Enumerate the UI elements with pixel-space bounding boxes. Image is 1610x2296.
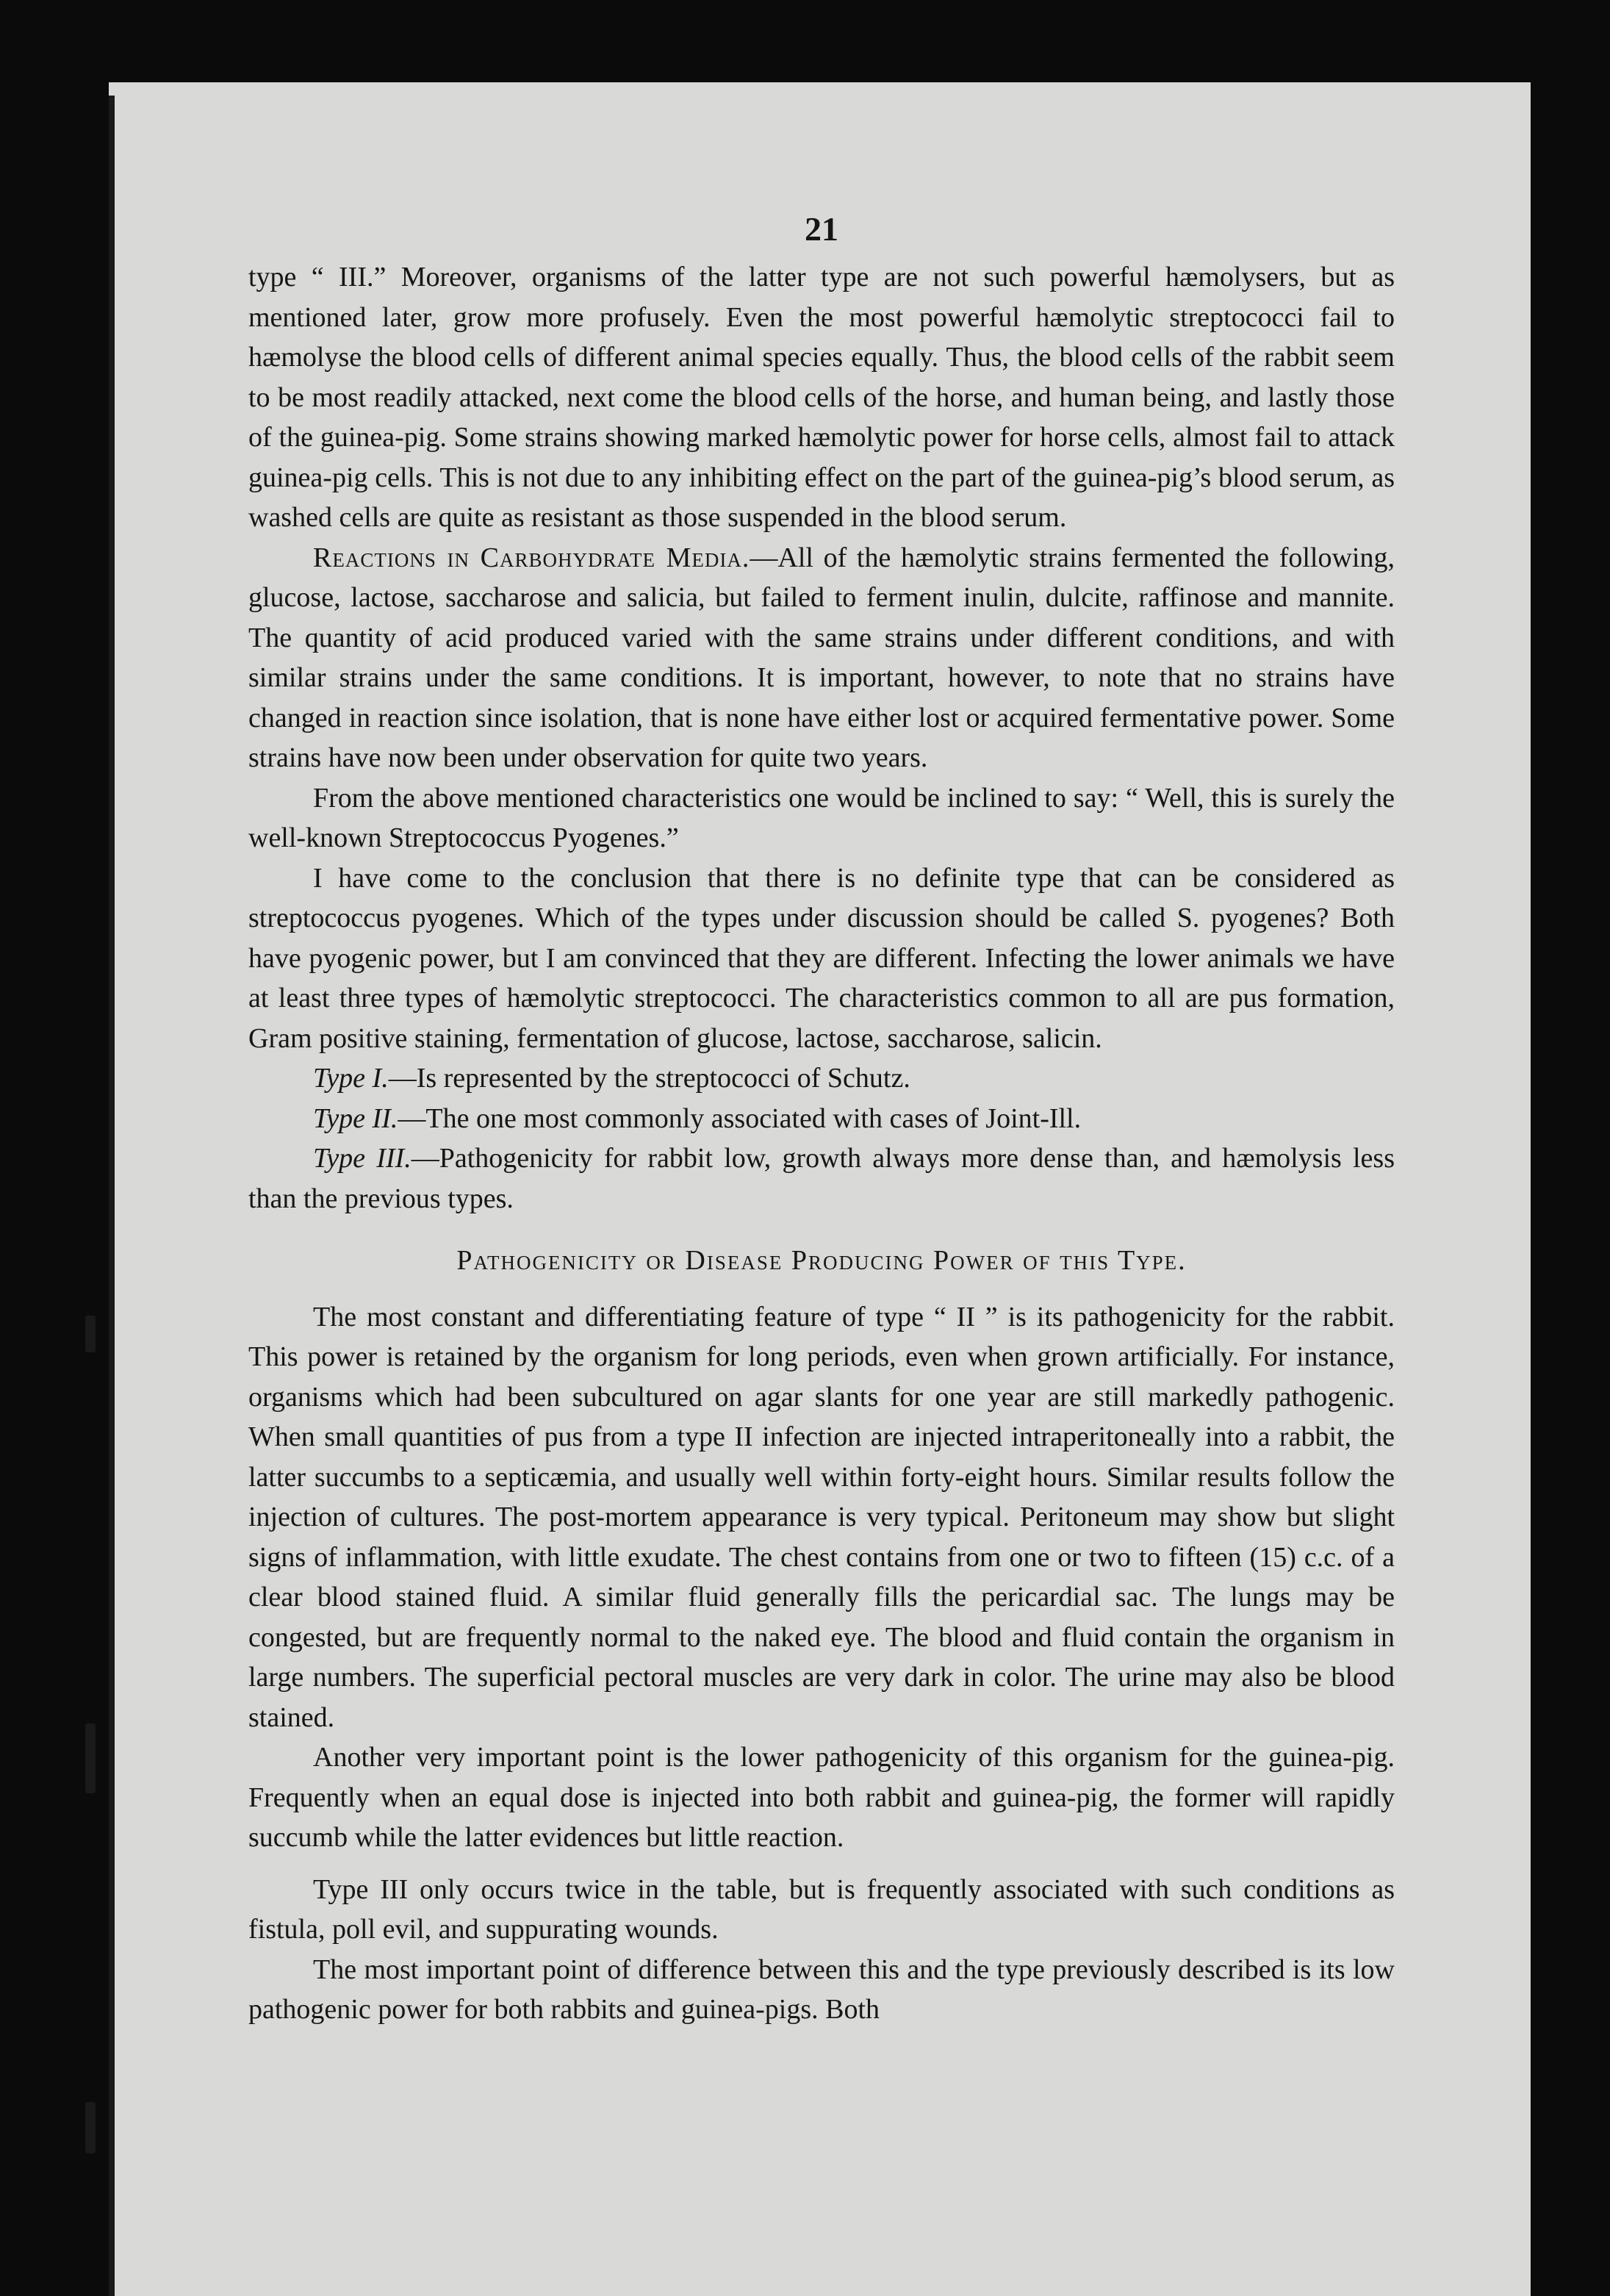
paragraph-carbohydrate-reactions (248, 538, 1395, 778)
paragraph-type-iii-occurrence: Type III only occurs twice in the table, but is frequently associated with such conditions as fistula, poll evil, and suppurating wounds. (248, 1873, 1395, 1945)
paragraph-characteristics: From the above mentioned characteristics one would be inclined to say: “ Well, this is surely the well-known Streptococcus Pyogenes.” (248, 782, 1395, 853)
paragraph-conclusion: I have come to the conclusion that there is no definite type that can be considered as streptococcus pyogenes. Which of the types under discussion should be called S. pyogenes? Both have pyogenic power, but I am convinced that they are different. Infecting the lower animals we have at least three types of hæmolytic streptococci. The characteristics common to all are pus formation, Gram positive staining, fermentation of glucose, lactose, saccharose, salicin. (248, 862, 1395, 1054)
type-description: —Is represented by the streptococci of Schutz. (388, 1063, 910, 1094)
type-description: —The one most commonly associated with cases of Joint-Ill. (398, 1102, 1082, 1134)
paragraph-text: —All of the hæmolytic strains fermented the following, glucose, lactose, saccharose and salicia, but failed to ferment inulin, dulcite, raffinose and mannite. The quantity of acid produced varied with the same strains under different conditions, and with similar strains under the same conditions. It is important, however, to note that no strains have changed in reaction since isolation, that is none have either lost or acquired fermentative power. Some strains have now been under observation for quite two years. (248, 542, 1395, 773)
type-iii-entry (248, 1138, 1395, 1219)
run-in-heading: Reactions in Carbohydrate Media. (313, 542, 750, 573)
page-content (248, 206, 1395, 2030)
paragraph-difference: The most important point of difference between this and the type previously described is its low pathogenic power for both rabbits and guinea-pigs. Both (248, 1954, 1395, 2025)
margin-mark (85, 1723, 96, 1793)
type-i-entry (248, 1058, 1395, 1099)
type-label: Type II. (313, 1102, 398, 1134)
margin-mark (85, 1316, 96, 1352)
margin-mark (85, 2102, 96, 2153)
type-label: Type I. (313, 1063, 389, 1094)
paragraph-guinea-pig: Another very important point is the lower pathogenicity of this organism for the guinea-pig. Frequently when an equal dose is injected into both rabbit and guinea-pig, the former will rapidly succumb while the latter evidences but little reaction. (248, 1742, 1395, 1853)
page-number: 21 (805, 210, 838, 248)
section-heading: Pathogenicity or Disease Producing Power of this Type. (456, 1245, 1187, 1276)
type-description: —Pathogenicity for rabbit low, growth always more dense than, and hæmolysis less than the previous types. (248, 1143, 1395, 1214)
binding-edge (109, 96, 115, 2296)
type-ii-entry (248, 1099, 1395, 1139)
paragraph-pathogenicity: The most constant and differentiating feature of type “ II ” is its pathogenicity for the rabbit. This power is retained by the organism for long periods, even when grown artificially. For instance, organisms which had been subcultured on agar slants for one year are still markedly pathogenic. When small quantities of pus from a type II infection are injected intraperitoneally into a rabbit, the latter succumbs to a septicæmia, and usually well within forty-eight hours. Similar results follow the injection of cultures. The post-mortem appearance is very typical. Peritoneum may show but slight signs of inflammation, with little exudate. The chest contains from one or two to fifteen (15) c.c. of a clear blood stained fluid. A similar fluid generally fills the pericardial sac. The lungs may be congested, but are frequently normal to the naked eye. The blood and fluid contain the organism in large numbers. The superficial pectoral muscles are very dark in color. The urine may also be blood stained. (248, 1301, 1395, 1733)
paragraph-type-iii-continuation: type “ III.” Moreover, organisms of the latter type are not such powerful hæmolysers, but as mentioned later, grow more profusely. Even the most powerful hæmolytic streptococci fail to hæmolyse the blood cells of different animal species equally. Thus, the blood cells of the rabbit seem to be most readily attacked, next come the blood cells of the horse, and human being, and lastly those of the guinea-pig. Some strains showing marked hæmolytic power for horse cells, almost fail to attack guinea-pig cells. This is not due to any inhibiting effect on the part of the guinea-pig’s blood serum, as washed cells are quite as resistant as those suspended in the blood serum. (248, 262, 1395, 533)
type-label: Type III. (313, 1143, 412, 1174)
